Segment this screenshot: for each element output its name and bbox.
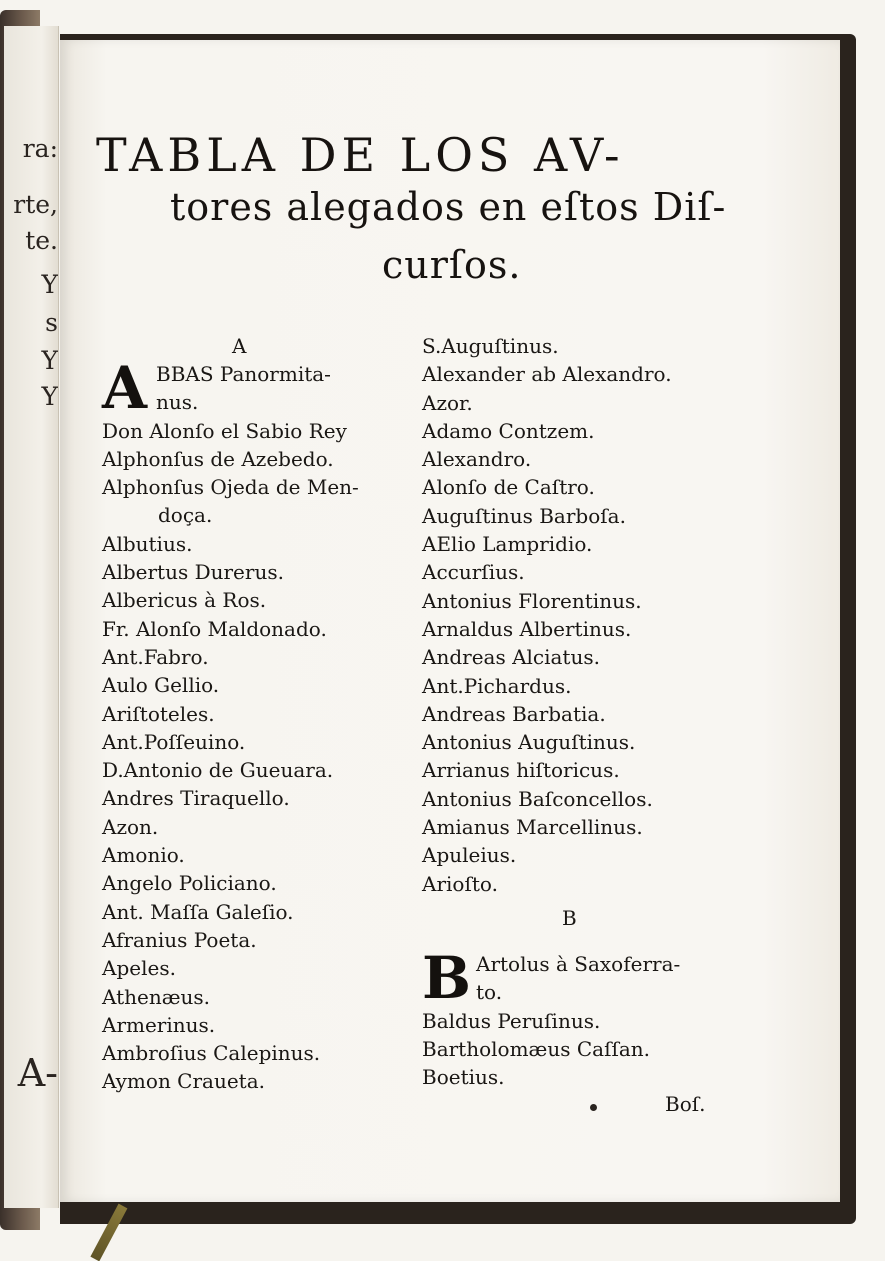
dropcap-letter: B bbox=[422, 943, 472, 1012]
page-title-line-2: tores alegados en eſtos Diſ- bbox=[170, 185, 727, 229]
index-entry: Bartholomæus Caſſan. bbox=[422, 1036, 651, 1061]
index-entry: Arioſto. bbox=[422, 871, 498, 896]
book-page bbox=[60, 40, 840, 1202]
index-entry: Andreas Alciatus. bbox=[422, 645, 600, 670]
index-entry: AElio Lampridio. bbox=[422, 532, 593, 557]
index-entry: Ant.Pichardus. bbox=[422, 673, 572, 698]
index-entry: Apuleius. bbox=[422, 843, 517, 868]
section-letter-b: B bbox=[562, 905, 577, 930]
index-entry: Alonſo de Caſtro. bbox=[422, 475, 595, 500]
index-entry: Amianus Marcellinus. bbox=[422, 815, 643, 840]
index-column-left bbox=[102, 332, 402, 1096]
index-entry: Apeles. bbox=[102, 956, 176, 981]
index-entry: Alphonſus de Azebedo. bbox=[102, 446, 334, 471]
index-entry: to. bbox=[476, 980, 503, 1005]
facing-text-fragment: ra: bbox=[22, 134, 58, 163]
index-entry: Albertus Durerus. bbox=[102, 560, 284, 585]
index-entry: Boetius. bbox=[422, 1065, 505, 1090]
index-entry: Ambroſius Calepinus. bbox=[102, 1041, 321, 1066]
index-entry: Alexandro. bbox=[422, 447, 532, 472]
index-entry: Ant. Maſſa Galeſio. bbox=[102, 899, 294, 924]
index-entry: S.Auguſtinus. bbox=[422, 334, 559, 358]
index-entry: Angelo Policiano. bbox=[102, 871, 277, 896]
signature-mark bbox=[590, 1104, 597, 1111]
index-entry: Albericus à Ros. bbox=[102, 588, 267, 613]
facing-text-fragment: Y bbox=[41, 346, 58, 375]
index-entry: Andres Tiraquello. bbox=[102, 786, 290, 811]
index-entry: Antonius Baſconcellos. bbox=[422, 786, 653, 811]
dropcap-entry bbox=[102, 354, 402, 422]
index-entry: Ariſtoteles. bbox=[102, 701, 215, 726]
index-entry: Afranius Poeta. bbox=[102, 927, 257, 952]
index-entry: Fr. Alonſo Maldonado. bbox=[102, 616, 327, 641]
facing-text-fragment: rte, bbox=[13, 190, 58, 219]
index-entry: Athenæus. bbox=[102, 984, 211, 1009]
index-entry: Arnaldus Albertinus. bbox=[422, 616, 632, 641]
facing-text-fragment: te. bbox=[25, 226, 58, 255]
index-entry: nus. bbox=[156, 390, 199, 415]
index-entry: Azor. bbox=[422, 390, 473, 415]
dropcap-letter: A bbox=[102, 354, 148, 422]
facing-text-fragment: A- bbox=[17, 1051, 58, 1095]
index-entry: Adamo Contzem. bbox=[422, 418, 595, 443]
index-entry: Arrianus hiſtoricus. bbox=[422, 758, 620, 783]
index-entry: Armerinus. bbox=[102, 1012, 216, 1037]
facing-text-fragment: Y bbox=[41, 270, 58, 299]
dropcap-entry bbox=[422, 943, 742, 1012]
index-entry: doça. bbox=[158, 503, 213, 528]
index-entry: Baldus Peruſinus. bbox=[422, 1008, 601, 1033]
page-title-line-1: TABLA DE LOS AV- bbox=[96, 128, 625, 182]
index-column-right bbox=[422, 332, 742, 1091]
index-entry: Accurſius. bbox=[422, 560, 525, 585]
index-entry: Aulo Gellio. bbox=[102, 673, 220, 698]
index-entry: BBAS Panormita- bbox=[156, 362, 331, 386]
index-entry: Alexander ab Alexandro. bbox=[422, 362, 672, 387]
index-entry: Antonius Auguſtinus. bbox=[422, 730, 636, 755]
section-letter-a: A bbox=[232, 334, 247, 358]
index-entry: Amonio. bbox=[102, 843, 185, 868]
index-entry: D.Antonio de Gueuara. bbox=[102, 758, 334, 783]
page-title-line-3: curſos. bbox=[382, 243, 522, 287]
index-entry: Ant.Fabro. bbox=[102, 644, 209, 669]
index-entry: Alphonſus Ojeda de Men- bbox=[102, 475, 359, 500]
catchword: Boſ. bbox=[665, 1092, 706, 1116]
index-entry: Azon. bbox=[102, 814, 159, 839]
index-entry: Aymon Craueta. bbox=[102, 1069, 265, 1094]
index-entry: Don Alonſo el Sabio Rey bbox=[102, 418, 347, 443]
facing-text-fragment: s bbox=[45, 308, 58, 337]
index-entry: Andreas Barbatia. bbox=[422, 701, 606, 726]
facing-page-edge bbox=[4, 26, 59, 1208]
index-entry: Albutius. bbox=[102, 531, 193, 556]
index-entry: Ant.Poſſeuino. bbox=[102, 729, 246, 754]
facing-text-fragment: Y bbox=[41, 382, 58, 411]
index-entry: Auguſtinus Barboſa. bbox=[422, 503, 626, 528]
index-entry: Antonius Florentinus. bbox=[422, 588, 642, 613]
index-entry: Artolus à Saxoferra- bbox=[476, 951, 681, 976]
